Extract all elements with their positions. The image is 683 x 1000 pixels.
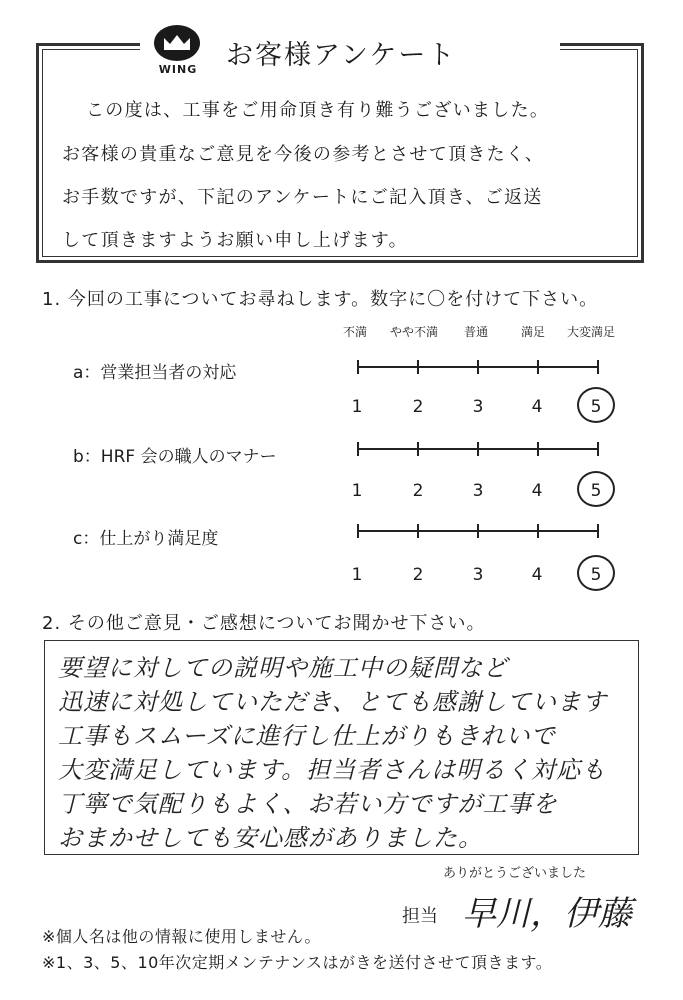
handwritten-answer-line: 工事もスムーズに進行し仕上がりもきれいで: [58, 722, 556, 750]
scale-label: 不満: [343, 325, 368, 339]
rating-option[interactable]: 4: [531, 481, 543, 501]
scale-tick: [357, 524, 359, 538]
staff-names: 早川，伊藤: [462, 894, 632, 934]
rating-option[interactable]: 2: [412, 397, 424, 417]
handwritten-answer-line: 大変満足しています。担当者さんは明るく対応も: [58, 756, 607, 784]
scale-tick: [597, 360, 599, 374]
scale-label: 大変満足: [567, 325, 616, 339]
scale-tick: [597, 442, 599, 456]
rating-option[interactable]: 4: [531, 565, 543, 585]
logo-text: WING: [158, 63, 198, 76]
intro-line: この度は、工事をご用命頂き有り難うございました。: [86, 100, 550, 121]
rating-option[interactable]: 2: [412, 565, 424, 585]
rating-option[interactable]: 1: [351, 565, 363, 585]
rating-option[interactable]: 3: [472, 481, 484, 501]
note-line: ※個人名は他の情報に使用しません。: [42, 927, 321, 946]
selected-circle-mark: [577, 387, 615, 423]
rating-option[interactable]: 4: [531, 397, 543, 417]
page-title: お客様アンケート: [226, 39, 457, 71]
handwritten-answer-line: 迅速に対処していただき、とても感謝しています: [58, 688, 608, 716]
wing-logo: [140, 23, 220, 81]
scale-tick: [357, 442, 359, 456]
staff-label: 担当: [402, 906, 438, 927]
scale-tick: [537, 524, 539, 538]
scale-tick: [417, 360, 419, 374]
rating-option[interactable]: 2: [412, 481, 424, 501]
rating-option[interactable]: 1: [351, 481, 363, 501]
rating-option[interactable]: 1: [351, 397, 363, 417]
scale-tick: [357, 360, 359, 374]
crown-icon: [154, 25, 200, 61]
rating-option-selected[interactable]: 5: [590, 481, 602, 501]
scale-label: やや不満: [390, 325, 439, 339]
rating-option[interactable]: 3: [472, 397, 484, 417]
rating-option-selected[interactable]: 5: [590, 565, 602, 585]
scale-label: 満足: [521, 325, 546, 339]
question-1-title: 1. 今回の工事についてお尋ねします。数字に〇を付けて下さい。: [42, 289, 599, 310]
scale-tick: [417, 524, 419, 538]
header: [140, 22, 560, 82]
selected-circle-mark: [577, 471, 615, 507]
handwritten-answer-line: 丁寧で気配りもよく、お若い方ですが工事を: [58, 790, 558, 818]
handwritten-answer-line: 要望に対しての説明や施工中の疑問など: [58, 654, 508, 682]
intro-line: お手数ですが、下記のアンケートにご記入頂き、ご返送: [62, 187, 543, 208]
item-b-label: b：HRF 会の職人のマナー: [73, 447, 277, 467]
scale-label: 普通: [464, 325, 489, 339]
handwritten-answer-line: おまかせしても安心感がありました。: [58, 824, 483, 852]
rating-option-selected[interactable]: 5: [590, 397, 602, 417]
scale-tick: [477, 360, 479, 374]
thanks-text: ありがとうございました: [443, 866, 587, 881]
item-a-label: a：営業担当者の対応: [73, 363, 237, 383]
selected-circle-mark: [577, 555, 615, 591]
scale-tick: [537, 442, 539, 456]
item-c-label: c：仕上がり満足度: [73, 529, 219, 549]
intro-line: して頂きますようお願い申し上げます。: [62, 230, 408, 251]
note-line: ※1、3、5、10年次定期メンテナンスはがきを送付させて頂きます。: [42, 953, 553, 972]
scale-tick: [417, 442, 419, 456]
scale-tick: [597, 524, 599, 538]
intro-line: お客様の貴重なご意見を今後の参考とさせて頂きたく、: [62, 144, 545, 165]
rating-option[interactable]: 3: [472, 565, 484, 585]
question-2-title: 2. その他ご意見・ご感想についてお聞かせ下さい。: [42, 613, 486, 634]
scale-tick: [477, 524, 479, 538]
scale-tick: [537, 360, 539, 374]
scale-tick: [477, 442, 479, 456]
